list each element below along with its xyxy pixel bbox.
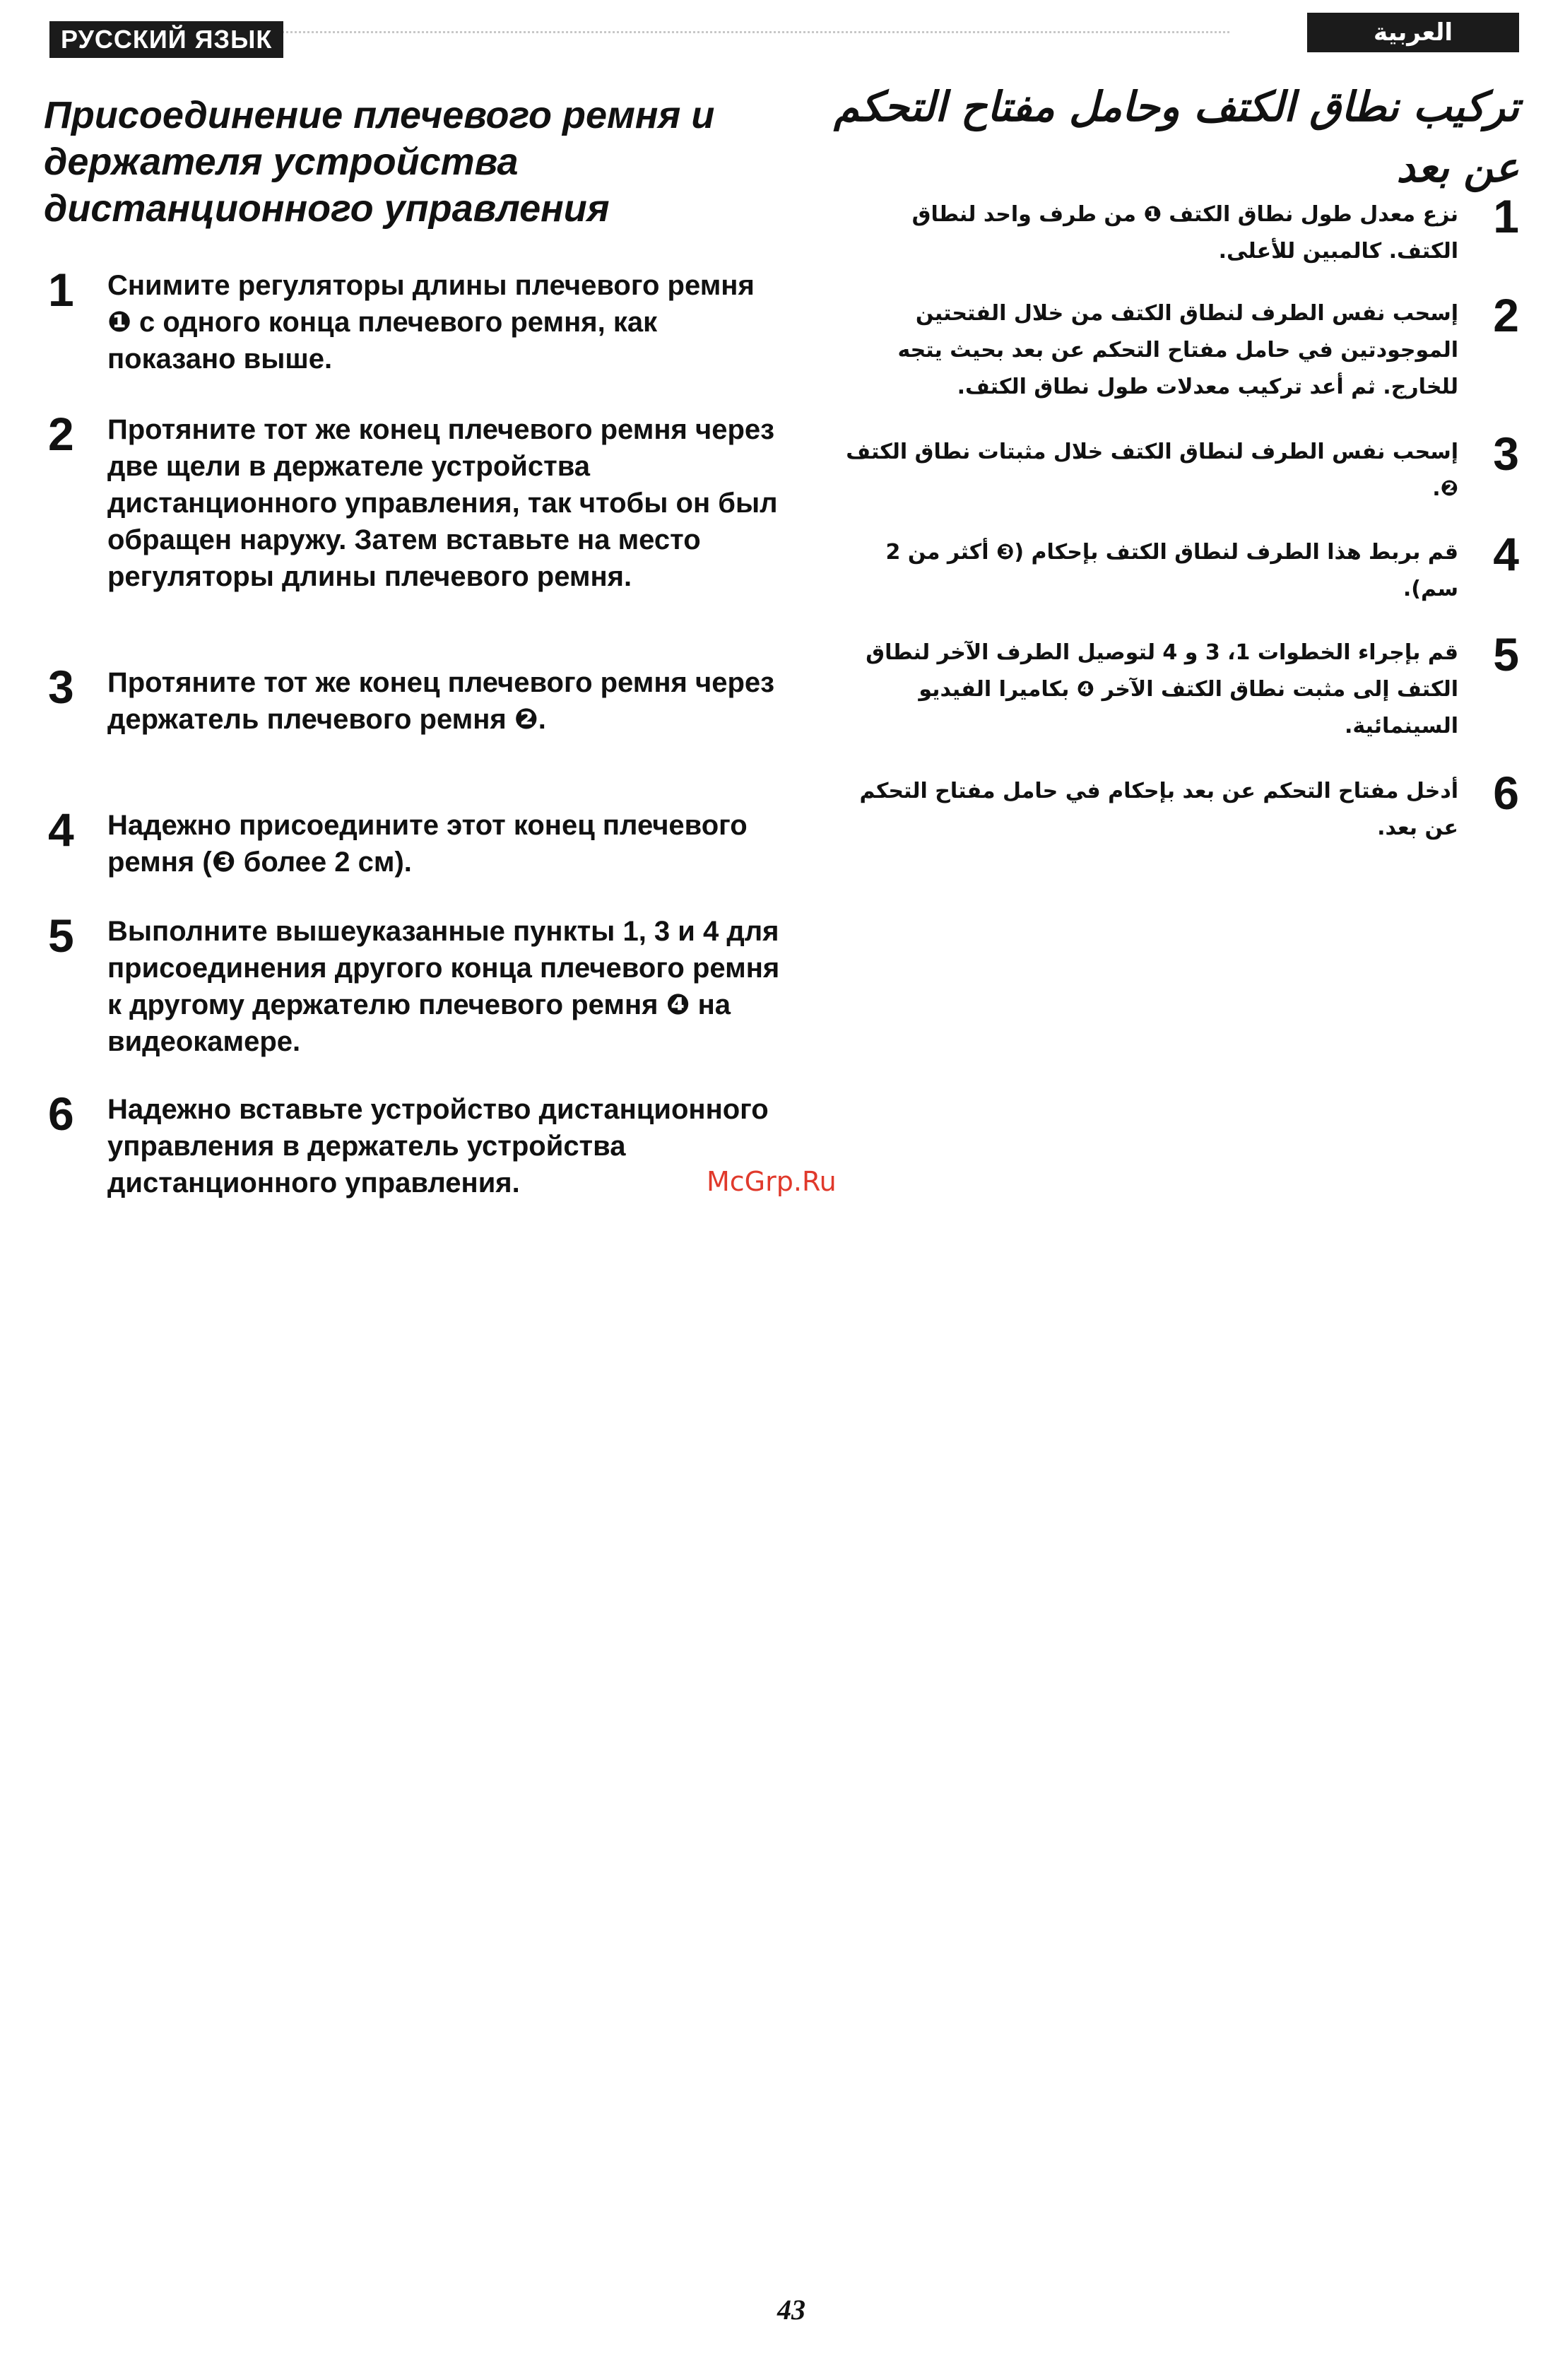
top-dotted-rule [268, 31, 1229, 33]
ru-step-text: Надежно вставьте устройство дистанционного управления в держатель устройства дистанционного управления. [107, 1094, 769, 1198]
ru-step-text: Надежно присоедините этот конец плечевого ремня (❸ более 2 см). [107, 810, 748, 878]
watermark: McGrp.Ru [707, 1166, 837, 1197]
ar-step-number: 6 [1493, 767, 1519, 819]
ar-step-text: نزع معدل طول نطاق الكتف ❶ من طرف واحد لنطاق الكتف. كالمبين للأعلى. [911, 202, 1458, 264]
page-number: 43 [777, 2294, 805, 2326]
ru-step-number: 5 [48, 909, 74, 962]
ar-step-number: 4 [1493, 528, 1519, 580]
ru-step-text: Протяните тот же конец плечевого ремня через держатель плечевого ремня ❷. [107, 667, 775, 735]
ru-step-number: 3 [48, 661, 74, 713]
ru-step-text: Протяните тот же конец плечевого ремня через две щели в держателе устройства дистанционного управления, так чтобы он был обращен наружу. Затем вставьте на место регуляторы длины плечевого ремня. [107, 414, 778, 592]
ar-step-number: 2 [1493, 289, 1519, 341]
ar-step-text: قم بإجراء الخطوات 1، 3 و 4 لتوصيل الطرف الآخر لنطاق الكتف إلى مثبت نطاق الكتف الآخر ❹ بكاميرا الفيديو السينمائية. [866, 640, 1458, 738]
ru-step-number: 2 [48, 408, 74, 460]
ru-step-number: 4 [48, 803, 74, 856]
ar-step-number: 3 [1493, 428, 1519, 480]
ar-step-number: 1 [1493, 190, 1519, 242]
ar-step-text: قم بربط هذا الطرف لنطاق الكتف بإحكام (❸ أكثر من 2 سم). [885, 540, 1458, 601]
ar-step-number: 5 [1493, 628, 1519, 681]
ru-step-number: 1 [48, 264, 74, 316]
ru-step-number: 6 [48, 1088, 74, 1140]
ar-step-text: إسحب نفس الطرف لنطاق الكتف من خلال الفتحتين الموجودتين في حامل مفتاح التحكم عن بعد بحيث يتجه للخارج. ثم أعد تركيب معدلات طول نطاق الكتف. [897, 301, 1458, 399]
language-tab-arabic: العربية [1307, 13, 1519, 52]
ar-step-text: إسحب نفس الطرف لنطاق الكتف خلال مثبتات نطاق الكتف ❷. [846, 440, 1458, 501]
arabic-section-title: تركيب نطاق الكتف وحامل مفتاح التحكم عن بعد [834, 83, 1519, 192]
ar-step-text: أدخل مفتاح التحكم عن بعد بإحكام في حامل مفتاح التحكم عن بعد. [859, 779, 1458, 840]
russian-section-title: Присоединение плечевого ремня и держателя устройства дистанционного управления [44, 94, 715, 230]
language-tab-russian: РУССКИЙ ЯЗЫК [49, 21, 283, 58]
ru-step-text: Снимите регуляторы длины плечевого ремня ❶ с одного конца плечевого ремня, как показано выше. [107, 270, 755, 375]
ru-step-text: Выполните вышеуказанные пункты 1, 3 и 4 для присоединения другого конца плечевого ремня к другому держателю плечевого ремня ❹ на видеокамере. [107, 916, 780, 1057]
